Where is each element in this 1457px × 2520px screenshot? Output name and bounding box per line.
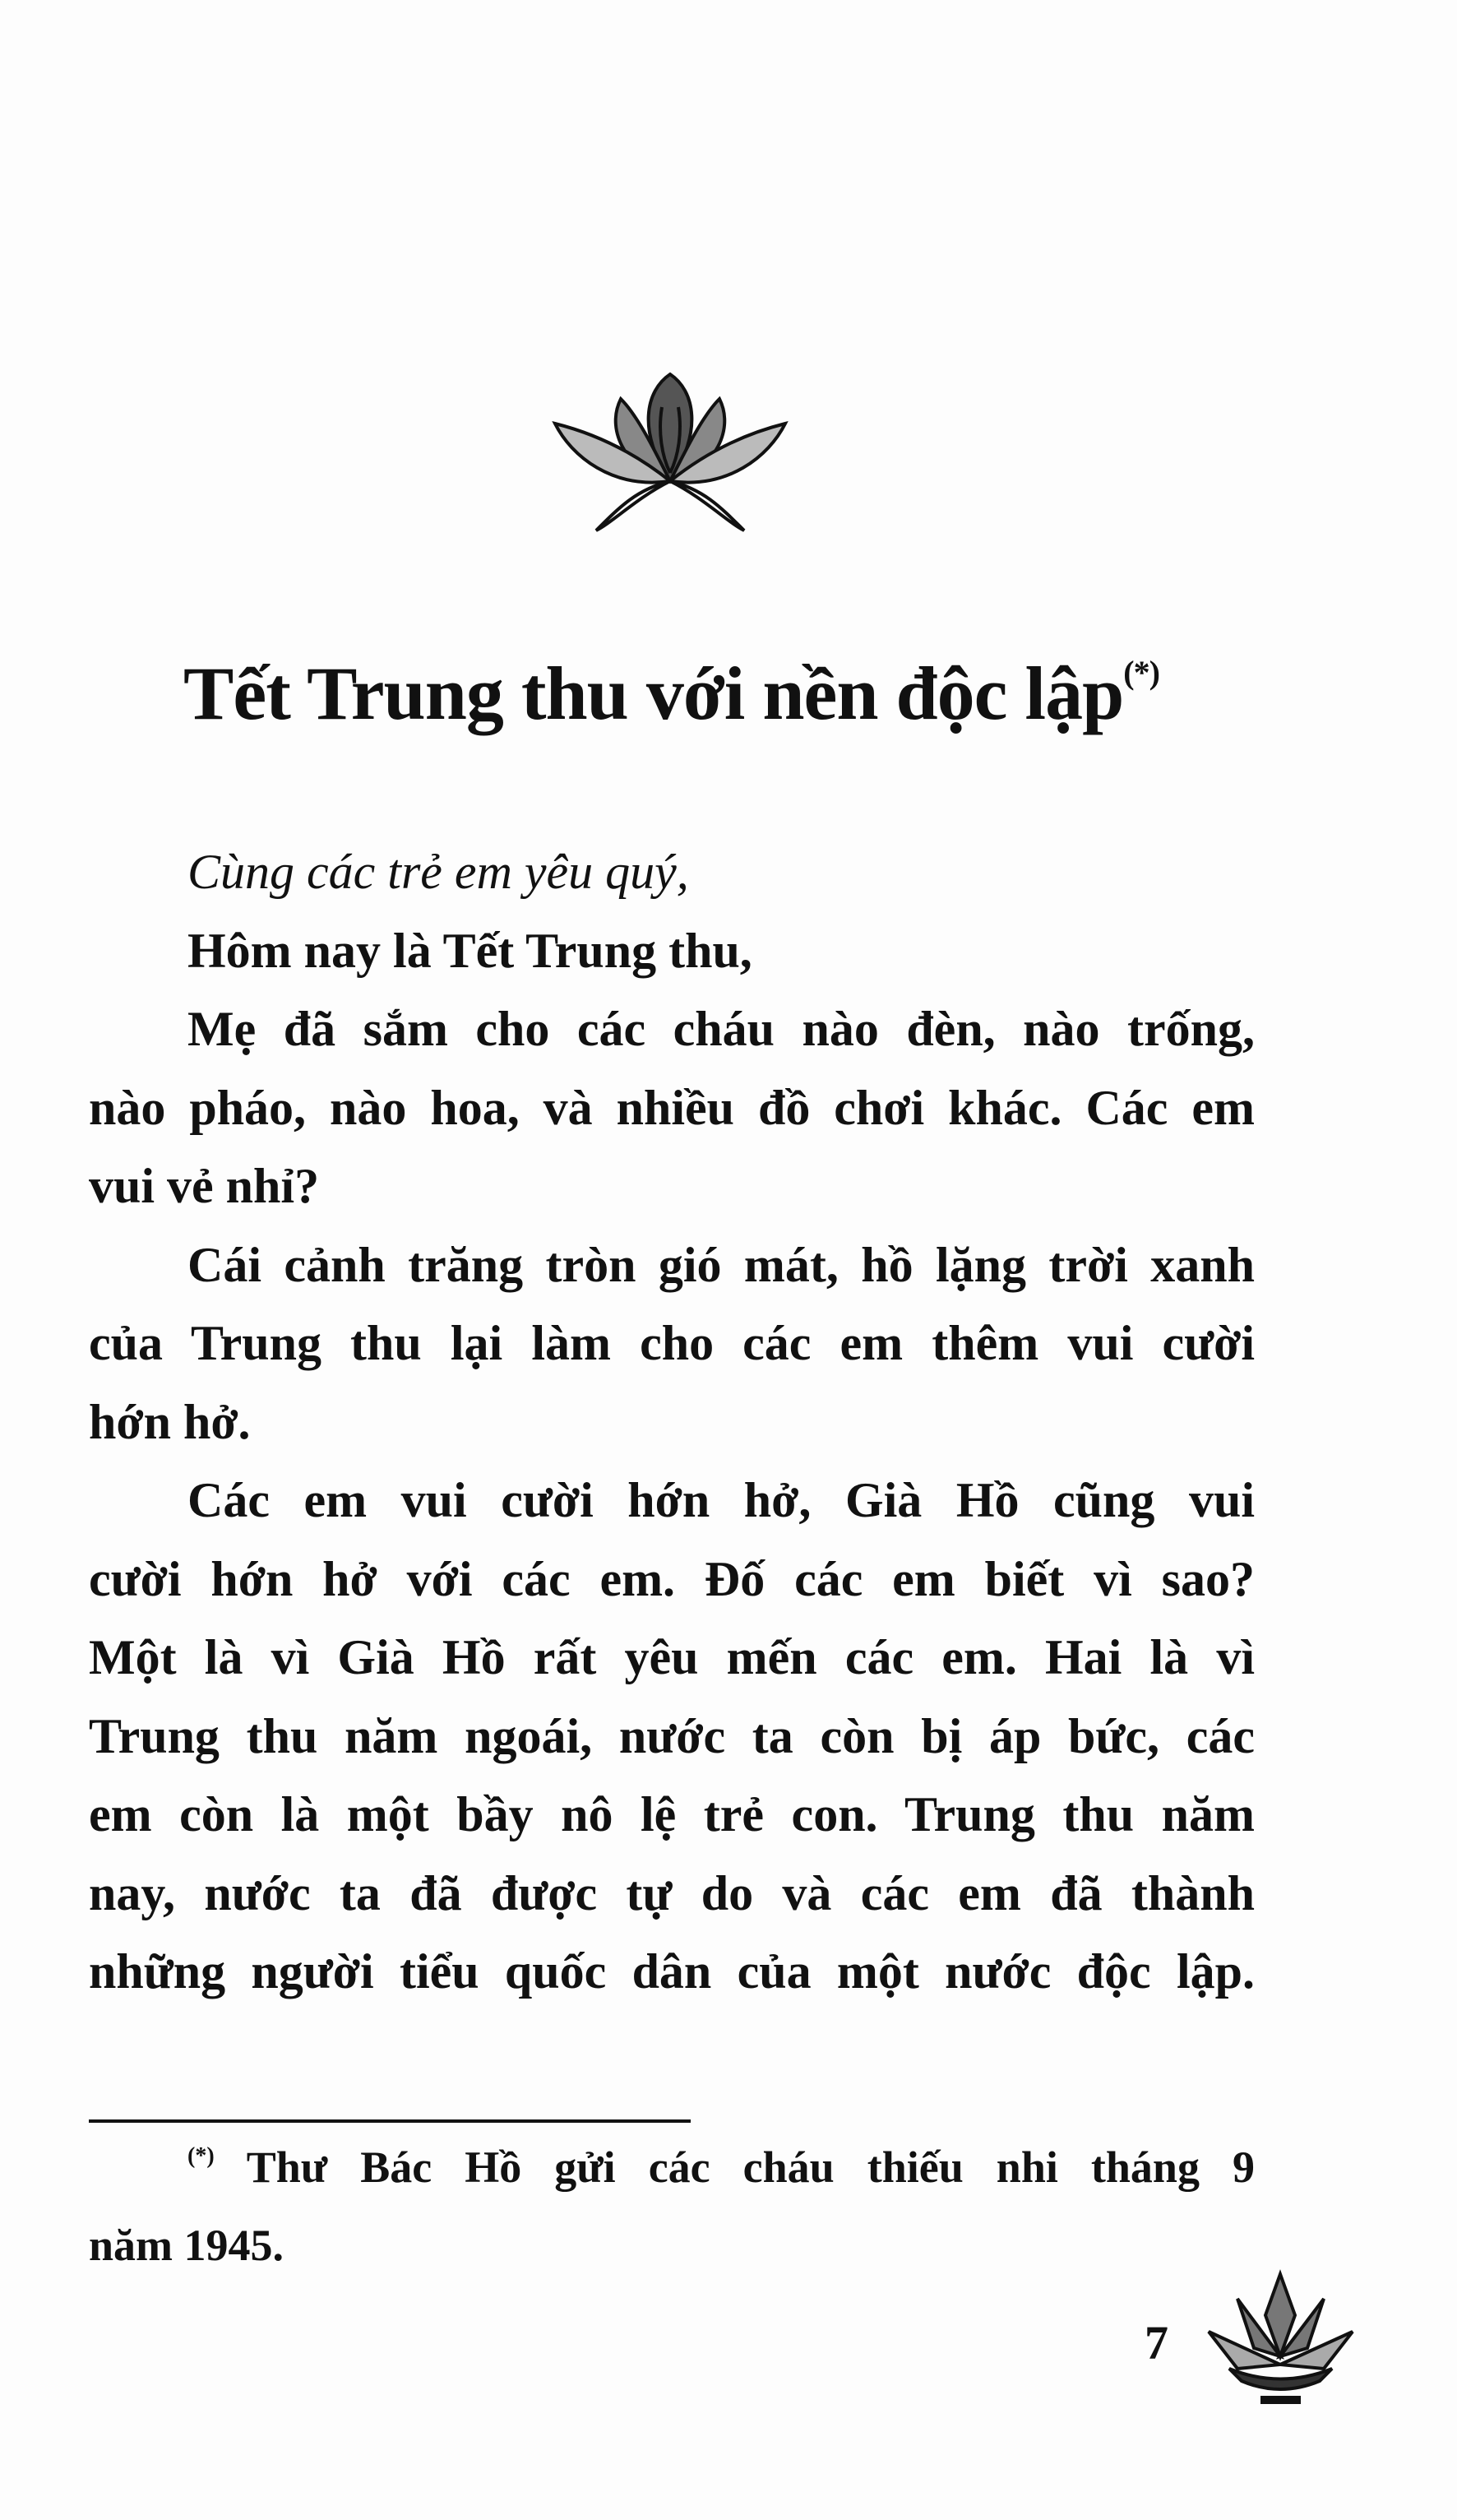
body-line: Cùng các trẻ em yêu quý, xyxy=(187,845,689,899)
body-line: cười hớn hở với các em. Đố các em biết vì sao? xyxy=(89,1551,1255,1606)
body-line: hớn hở. xyxy=(89,1394,251,1449)
footnote-line-1 xyxy=(187,2142,1255,2192)
body-line: vui vẻ nhỉ? xyxy=(89,1159,320,1213)
footnote-divider xyxy=(89,2119,691,2123)
page-number: 7 xyxy=(1145,2316,1168,2369)
body-line: những người tiểu quốc dân của một nước độc lập. xyxy=(89,1944,1255,1999)
body-line: Mẹ đã sắm cho các cháu nào đèn, nào trống, xyxy=(187,1002,1255,1056)
body-line: Một là vì Già Hồ rất yêu mến các em. Hai là vì xyxy=(89,1630,1255,1684)
body-line: Trung thu năm ngoái, nước ta còn bị áp bức, các xyxy=(89,1708,1255,1763)
body-line: nay, nước ta đã được tự do và các em đã thành xyxy=(89,1865,1255,1920)
footnote-text: Thư Bác Hồ gửi các cháu thiếu nhi tháng 9 xyxy=(246,2142,1255,2192)
lotus-ornament-icon xyxy=(539,358,802,539)
body-line: em còn là một bầy nô lệ trẻ con. Trung thu năm xyxy=(89,1787,1255,1841)
footnote-mark: (*) xyxy=(187,2143,215,2169)
lotus-small-icon xyxy=(1205,2266,1357,2410)
footnote-marker: (*) xyxy=(1123,654,1159,691)
body-line: Các em vui cười hớn hở, Già Hồ cũng vui xyxy=(187,1473,1255,1527)
chapter-title-text: Tết Trung thu với nền độc lập xyxy=(183,651,1124,735)
chapter-title xyxy=(183,650,1170,737)
body-line: Cái cảnh trăng tròn gió mát, hồ lặng trời xanh xyxy=(187,1237,1255,1292)
body-line: của Trung thu lại làm cho các em thêm vui cười xyxy=(89,1316,1255,1370)
body-line: Hôm nay là Tết Trung thu, xyxy=(187,923,752,978)
footnote-line-2: năm 1945. xyxy=(89,2221,284,2270)
body-line: nào pháo, nào hoa, và nhiều đồ chơi khác. Các em xyxy=(89,1080,1255,1135)
